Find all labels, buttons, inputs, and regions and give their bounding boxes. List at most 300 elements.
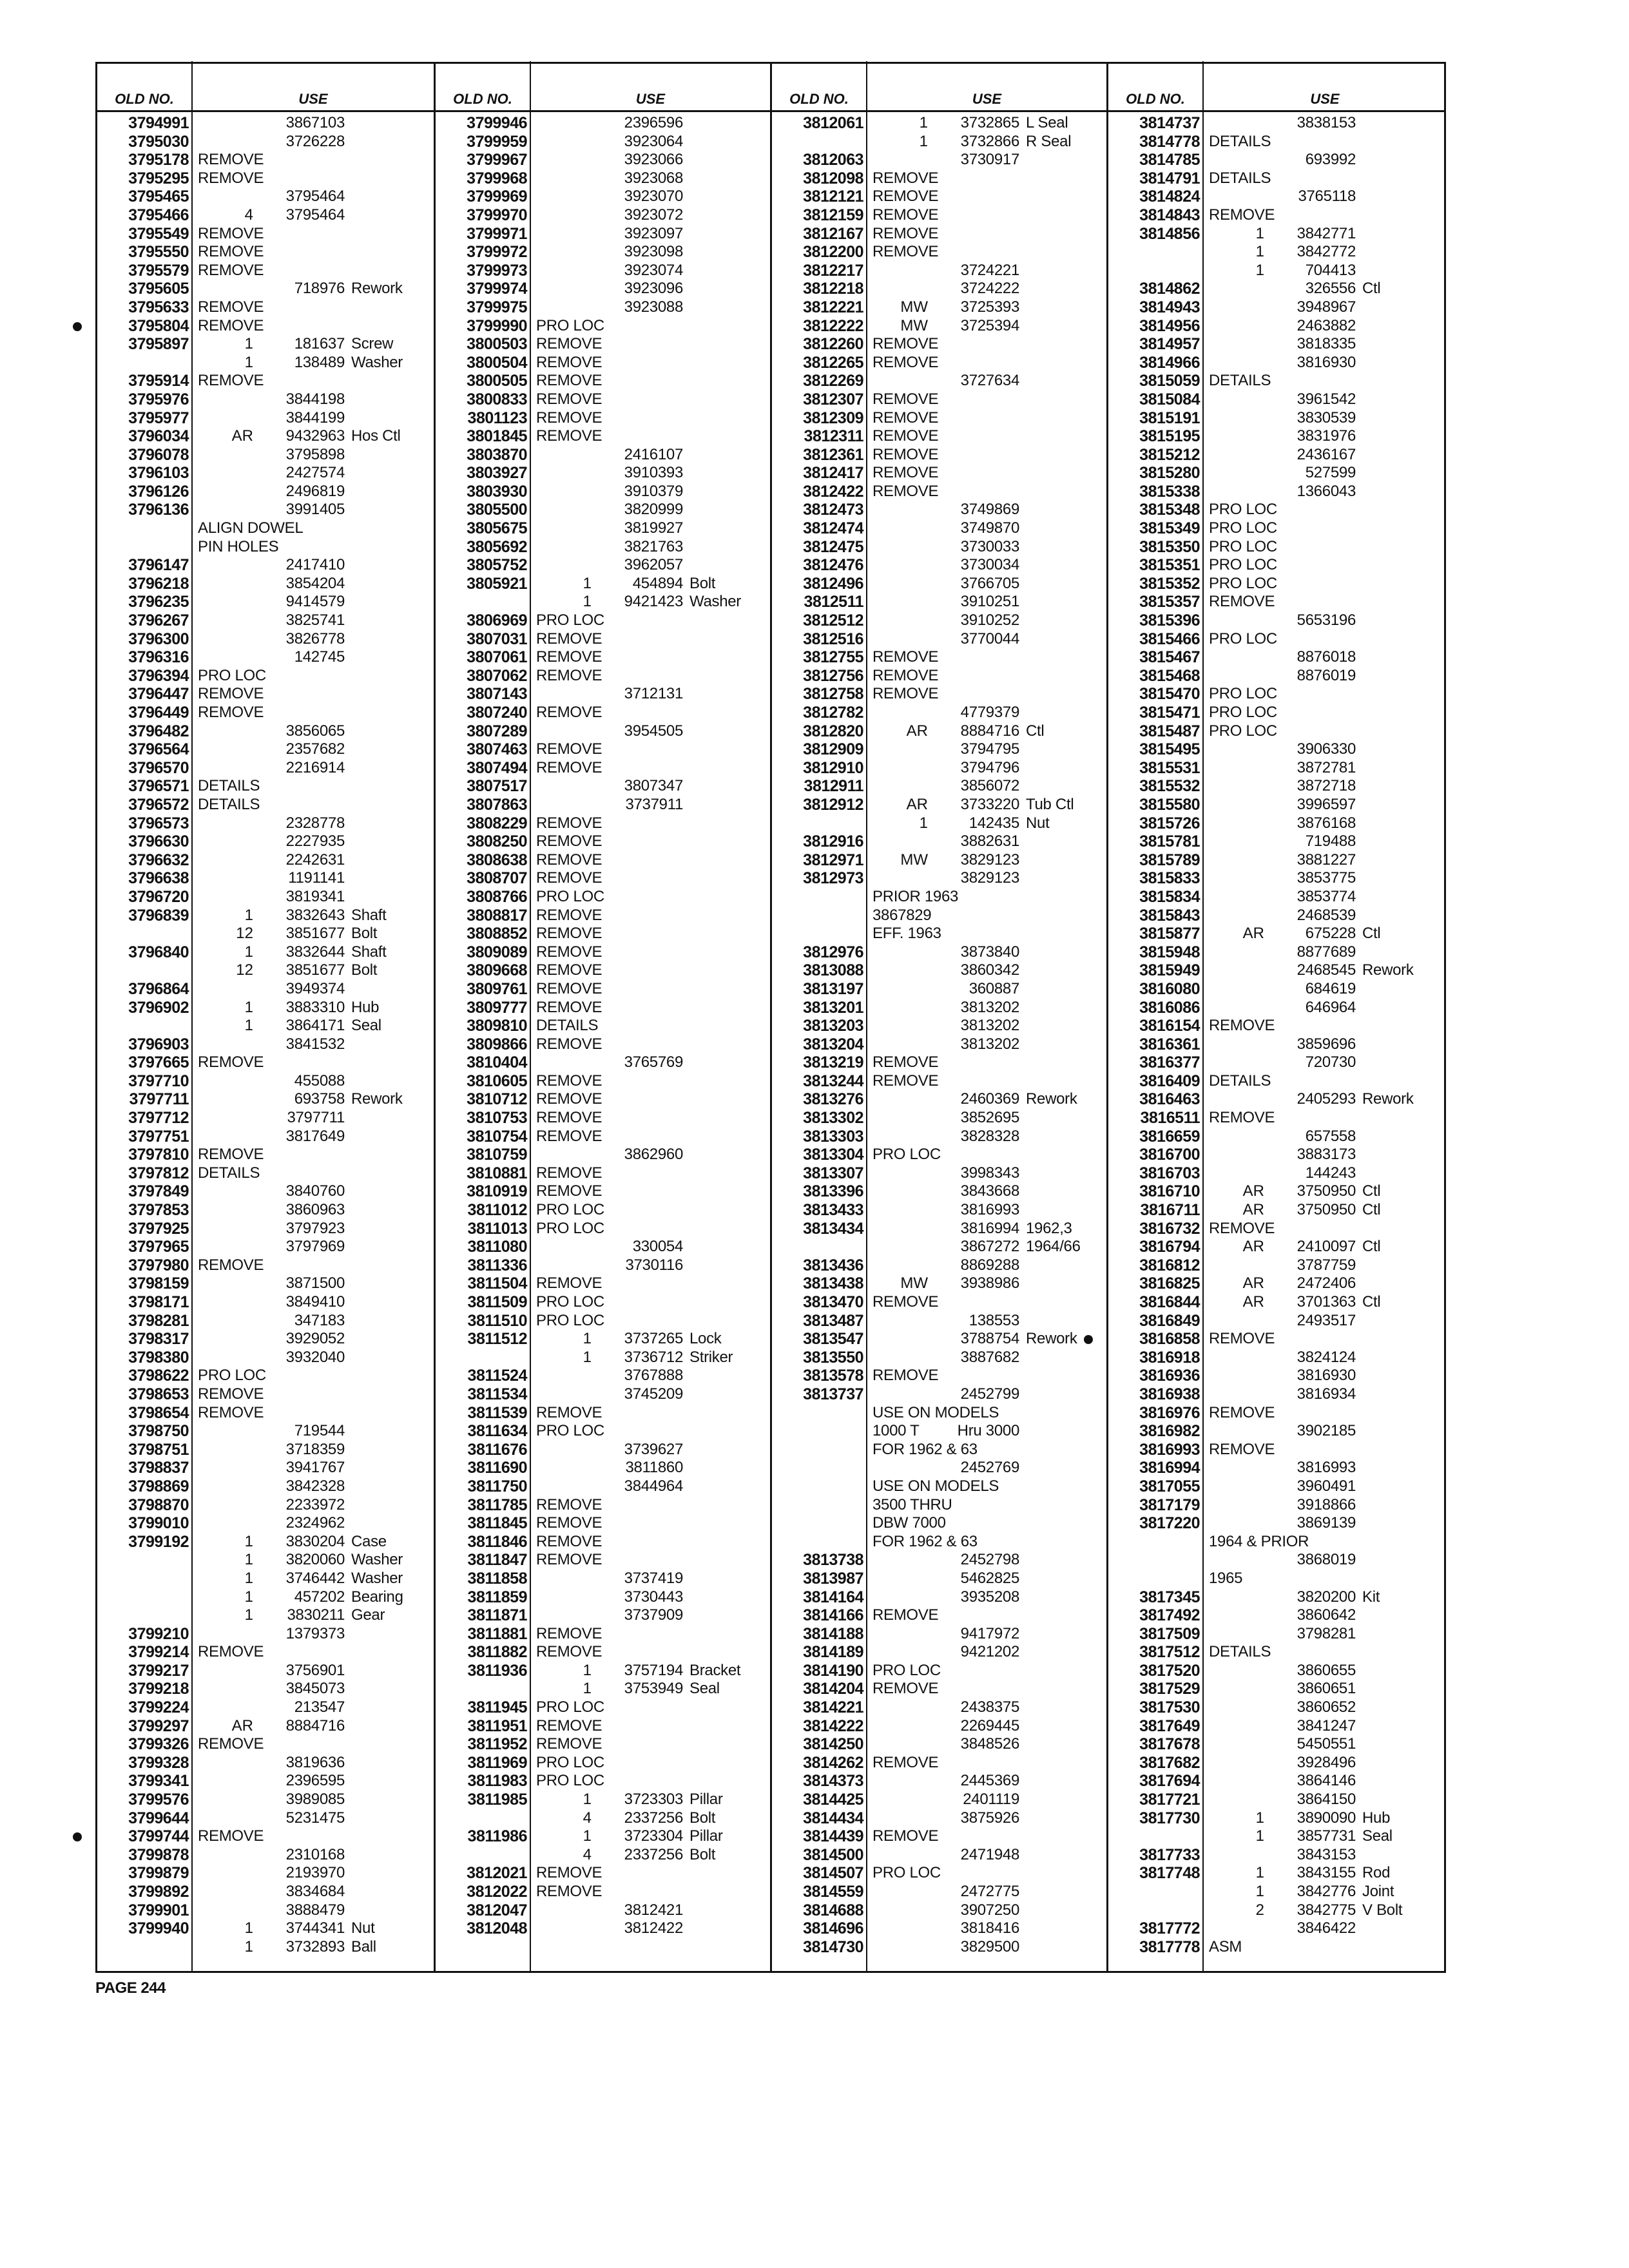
old-number: 3809668 (467, 961, 527, 980)
use-note: PIN HOLES (198, 537, 279, 555)
table-row (436, 1349, 770, 1367)
old-number: 3796638 (128, 869, 189, 888)
table-row (1108, 1551, 1446, 1570)
page-number: PAGE 244 (95, 1979, 166, 1997)
table-row (97, 1919, 434, 1938)
table-row (1108, 483, 1446, 501)
table-row (436, 262, 770, 280)
old-number: 3814956 (1139, 316, 1200, 335)
old-number: 3812159 (803, 206, 863, 224)
new-number: 2452769 (960, 1459, 1019, 1477)
new-number: 3819636 (285, 1753, 345, 1771)
table-row (97, 630, 434, 649)
old-number: 3795550 (128, 243, 189, 262)
table-row (1108, 151, 1446, 169)
table-row (772, 1772, 1106, 1791)
table-row (436, 133, 770, 151)
new-number: 3737909 (624, 1606, 683, 1624)
use-note: PRO LOC (1209, 519, 1277, 537)
table-row (436, 1533, 770, 1552)
new-number: 2436167 (1296, 445, 1356, 463)
table-row (1108, 114, 1446, 133)
new-number: 3746442 (285, 1569, 345, 1587)
table-row (1108, 593, 1446, 611)
new-number: 9417972 (960, 1624, 1019, 1642)
old-number: 3816511 (1140, 1109, 1200, 1128)
table-row (1108, 1735, 1446, 1754)
table-row (436, 225, 770, 244)
use-note: REMOVE (1209, 1330, 1275, 1348)
table-row (97, 999, 434, 1017)
part-description: Screw (351, 335, 394, 353)
old-number: 3816825 (1139, 1274, 1200, 1293)
use-note: REMOVE (536, 335, 602, 353)
old-number: 3816463 (1139, 1090, 1200, 1109)
old-number: 3809810 (467, 1017, 527, 1035)
part-description: Rod (1362, 1864, 1391, 1882)
use-note: REMOVE (536, 1182, 602, 1200)
new-number: 3750950 (1296, 1201, 1356, 1219)
table-row (97, 777, 434, 796)
new-number: 3730116 (625, 1256, 683, 1274)
table-row (97, 1846, 434, 1865)
table-row (772, 1533, 1106, 1552)
table-row (772, 575, 1106, 593)
use-note: REMOVE (536, 1716, 602, 1735)
table-row (1108, 1220, 1446, 1238)
old-number: 3811539 (467, 1403, 527, 1422)
table-row (772, 427, 1106, 446)
table-row (436, 888, 770, 907)
old-number: 3816938 (1139, 1385, 1200, 1403)
table-row (772, 501, 1106, 519)
use-note: REMOVE (536, 832, 602, 850)
new-number: 3798281 (1296, 1624, 1356, 1642)
table-row (1108, 1164, 1446, 1183)
table-row (436, 851, 770, 870)
table-row (1108, 943, 1446, 962)
part-description: Seal (689, 1680, 720, 1698)
table-row (772, 832, 1106, 851)
new-number: 455088 (294, 1072, 345, 1090)
new-number: 2269445 (960, 1716, 1019, 1735)
old-number: 3816080 (1139, 979, 1200, 998)
new-number: 3712131 (624, 685, 683, 703)
table-row (772, 1256, 1106, 1275)
new-number: 3841532 (285, 1035, 345, 1053)
quantity: 1 (244, 1551, 253, 1569)
use-note: REMOVE (536, 666, 602, 684)
table-row (97, 556, 434, 575)
table-row (436, 1901, 770, 1920)
old-number: 3805752 (467, 556, 527, 575)
use-note: DETAILS (198, 1164, 260, 1182)
old-number: 3799959 (467, 132, 527, 151)
new-number: 2438375 (960, 1698, 1019, 1716)
table-row (436, 446, 770, 465)
old-number: 3799210 (128, 1624, 189, 1643)
table-row (97, 1827, 434, 1846)
use-note: REMOVE (536, 1164, 602, 1182)
table-row (97, 1938, 434, 1957)
use-note: PRO LOC (536, 1293, 604, 1311)
table-row (436, 151, 770, 169)
new-number: 3860652 (1296, 1698, 1356, 1716)
new-number: 3807347 (624, 777, 683, 795)
old-number: 3796147 (128, 556, 189, 575)
old-number: 3811847 (467, 1551, 527, 1570)
table-row (436, 759, 770, 778)
table-row (772, 888, 1106, 907)
old-number: 3817055 (1139, 1477, 1200, 1495)
table-row (772, 907, 1106, 925)
old-number: 3796630 (128, 832, 189, 851)
use-note: REMOVE (872, 408, 939, 427)
new-number: 3765118 (1298, 187, 1356, 206)
quantity: 1 (1255, 1827, 1264, 1845)
table-row (772, 685, 1106, 704)
table-row (1108, 1588, 1446, 1607)
use-note: PRO LOC (1209, 556, 1277, 574)
old-number: 3814188 (803, 1624, 863, 1643)
old-number: 3807863 (467, 795, 527, 814)
table-row (772, 814, 1106, 833)
new-number: 3852695 (960, 1109, 1019, 1127)
new-number: 3821763 (624, 537, 683, 555)
part-description: Pillar (689, 1791, 723, 1809)
old-number: 3815357 (1139, 593, 1200, 611)
old-number: 3817730 (1139, 1809, 1200, 1827)
table-row (772, 390, 1106, 409)
table-row (97, 446, 434, 465)
table-row (1108, 1864, 1446, 1883)
part-description: Rework (1362, 961, 1414, 979)
old-number: 3814696 (803, 1919, 863, 1938)
use-note: REMOVE (872, 445, 939, 463)
old-number: 3814166 (803, 1606, 863, 1625)
table-row (97, 1404, 434, 1423)
part-description: Rework (351, 1090, 403, 1108)
old-number: 3811750 (467, 1477, 527, 1495)
old-number: 3799967 (467, 151, 527, 169)
old-number: 3810759 (467, 1146, 527, 1164)
old-number: 3799974 (467, 280, 527, 298)
new-number: 5231475 (285, 1809, 345, 1827)
quantity: 1 (1255, 1864, 1264, 1882)
new-number: 138489 (294, 353, 345, 371)
new-number: 3828328 (960, 1127, 1019, 1145)
old-number: 3813201 (803, 998, 863, 1017)
quantity: 1 (1255, 261, 1264, 279)
use-note: REMOVE (198, 1256, 264, 1274)
old-number: 3796571 (128, 777, 189, 796)
use-note: EFF. 1963 (872, 925, 941, 943)
use-note: REMOVE (536, 740, 602, 758)
old-number: 3803930 (467, 482, 527, 501)
old-number: 3810605 (467, 1072, 527, 1090)
old-number: 3814190 (803, 1661, 863, 1680)
new-number: 3876168 (1296, 814, 1356, 832)
table-row (436, 501, 770, 519)
use-note: PRO LOC (1209, 629, 1277, 648)
use-note: REMOVE (536, 758, 602, 776)
table-row (1108, 796, 1446, 814)
table-row (1108, 685, 1446, 704)
table-row (772, 169, 1106, 188)
quantity: AR (1242, 925, 1264, 943)
new-number: 3910251 (960, 593, 1019, 611)
table-row (436, 630, 770, 649)
new-number: 3819341 (285, 887, 345, 905)
table-row (1108, 1072, 1446, 1091)
old-number: 3806969 (467, 611, 527, 630)
new-number: 3860642 (1296, 1606, 1356, 1624)
use-note: REMOVE (872, 1072, 939, 1090)
new-number: 326556 (1305, 280, 1356, 298)
parts-table (95, 62, 1446, 1973)
table-row (1108, 409, 1446, 428)
old-number: 3816812 (1139, 1256, 1200, 1274)
old-number: 3812511 (804, 593, 863, 611)
old-number: 3805921 (467, 574, 527, 593)
old-number: 3813276 (803, 1090, 863, 1109)
table-row (1108, 1053, 1446, 1072)
old-number: 3812121 (803, 187, 863, 206)
table-row (772, 225, 1106, 244)
table-row (97, 1698, 434, 1717)
use-note: PRO LOC (536, 887, 604, 905)
old-number: 3814943 (1139, 298, 1200, 316)
old-number: 3817509 (1139, 1624, 1200, 1643)
table-row (772, 1459, 1106, 1477)
table-row (97, 1570, 434, 1588)
use-note: PRO LOC (536, 611, 604, 629)
part-description: Bolt (689, 574, 716, 592)
new-number: 2463882 (1296, 316, 1356, 334)
use-note: REMOVE (198, 1403, 264, 1421)
old-number: 3808852 (467, 925, 527, 943)
old-number: 3796573 (128, 814, 189, 832)
table-row (1108, 1459, 1446, 1477)
old-number: 3812309 (803, 408, 863, 427)
old-number: 3816700 (1139, 1146, 1200, 1164)
use-note: REMOVE (536, 1643, 602, 1661)
use-note: PRO LOC (536, 316, 604, 334)
old-number: 3812221 (803, 298, 863, 316)
old-number: 3816844 (1139, 1293, 1200, 1311)
old-number: 3799970 (467, 206, 527, 224)
old-number: 3795465 (128, 187, 189, 206)
part-description: Hos Ctl (351, 427, 401, 445)
quantity: 1 (583, 1680, 592, 1698)
table-row (1108, 169, 1446, 188)
table-row (97, 961, 434, 980)
table-row (97, 796, 434, 814)
old-number: 3817682 (1139, 1753, 1200, 1772)
table-row (97, 814, 434, 833)
new-number: 3856065 (285, 722, 345, 740)
bullet-icon (73, 1832, 82, 1841)
table-row (436, 519, 770, 538)
new-number: 8884716 (285, 1716, 345, 1735)
table-row (772, 1883, 1106, 1901)
old-number: 3815726 (1139, 814, 1200, 832)
column-header (1108, 64, 1446, 112)
new-number: 3795464 (285, 206, 345, 224)
old-number: 3817721 (1139, 1791, 1200, 1809)
old-number: 3812516 (803, 629, 863, 648)
table-row (772, 704, 1106, 722)
old-number: 3815338 (1139, 482, 1200, 501)
table-row (436, 1477, 770, 1496)
old-number: 3814250 (803, 1735, 863, 1754)
old-number: 3799744 (128, 1827, 189, 1846)
table-row (772, 1662, 1106, 1680)
old-number: 3814434 (803, 1809, 863, 1827)
part-description: Hub (351, 998, 380, 1016)
old-number: 3798750 (128, 1422, 189, 1441)
table-row (772, 335, 1106, 354)
table-row (772, 446, 1106, 465)
table-row (436, 1717, 770, 1736)
old-number: 3812782 (803, 704, 863, 722)
old-number: 3812218 (803, 280, 863, 298)
new-number: 144243 (1305, 1164, 1356, 1182)
old-number: 3799972 (467, 243, 527, 262)
old-number: 3814824 (1139, 187, 1200, 206)
new-number: 142745 (294, 648, 345, 666)
old-number: 3799946 (467, 114, 527, 132)
old-number: 3817220 (1139, 1514, 1200, 1533)
new-number: 3890090 (1296, 1809, 1356, 1827)
use-note: REMOVE (536, 704, 602, 721)
table-row (1108, 1514, 1446, 1533)
table-row (772, 1754, 1106, 1773)
old-number: 3796267 (128, 611, 189, 630)
new-number: 3750950 (1296, 1182, 1356, 1200)
table-row (97, 262, 434, 280)
old-number: 3805500 (467, 501, 527, 519)
table-row (1108, 133, 1446, 151)
new-number: 3797923 (285, 1219, 345, 1237)
old-number: 3812417 (803, 464, 863, 483)
column-header (97, 64, 434, 112)
old-number: 3797849 (128, 1182, 189, 1201)
table-row (772, 851, 1106, 870)
part-description: Bolt (689, 1845, 716, 1863)
table-row (1108, 1422, 1446, 1441)
table-row (772, 1606, 1106, 1625)
new-number: 3923088 (624, 298, 683, 316)
use-note: REMOVE (536, 1090, 602, 1108)
old-number: 3808817 (467, 906, 527, 925)
new-number: 3923064 (624, 132, 683, 150)
table-row (436, 593, 770, 611)
quantity: 4 (244, 206, 253, 224)
old-number: 3812473 (803, 501, 863, 519)
use-note: DETAILS (1209, 132, 1271, 150)
table-row (1108, 262, 1446, 280)
table-row (436, 372, 770, 390)
old-number: 3816794 (1139, 1238, 1200, 1256)
old-number: 3812167 (803, 224, 863, 243)
old-number: 3812422 (803, 482, 863, 501)
table-row (772, 999, 1106, 1017)
table-row (97, 759, 434, 778)
new-number: 3842328 (285, 1477, 345, 1495)
use-note: REMOVE (1209, 1017, 1275, 1035)
old-number: 3817678 (1139, 1735, 1200, 1754)
old-number: 3795466 (128, 206, 189, 224)
table-row (772, 1514, 1106, 1533)
table-row (1108, 1385, 1446, 1404)
use-note: PRO LOC (1209, 537, 1277, 555)
use-note: REMOVE (536, 1109, 602, 1127)
old-number: 3817345 (1139, 1588, 1200, 1606)
new-number: 3730034 (960, 556, 1019, 574)
table-row (97, 1441, 434, 1459)
new-number: 3844198 (285, 390, 345, 408)
old-number: 3799973 (467, 261, 527, 280)
table-row (772, 1128, 1106, 1146)
table-row (97, 187, 434, 206)
table-row (772, 1827, 1106, 1846)
old-number: 3810753 (467, 1109, 527, 1128)
new-number: 3723304 (624, 1827, 683, 1845)
old-number: 3812260 (803, 335, 863, 354)
table-row (436, 1220, 770, 1238)
old-number: 3815531 (1139, 758, 1200, 777)
old-number: 3812063 (803, 151, 863, 169)
table-row (1108, 1146, 1446, 1164)
new-number: 657558 (1305, 1127, 1356, 1145)
old-number: 3812022 (467, 1883, 527, 1901)
part-description: Shaft (351, 943, 387, 961)
old-number: 3809089 (467, 943, 527, 961)
table-row (1108, 206, 1446, 225)
old-number: 3799644 (128, 1809, 189, 1827)
new-number: 3795898 (285, 445, 345, 463)
quantity: 4 (583, 1809, 592, 1827)
new-number: 3749869 (960, 501, 1019, 519)
new-number: 2396596 (624, 114, 683, 131)
old-number: 3816849 (1139, 1311, 1200, 1330)
new-number: 3881227 (1296, 850, 1356, 869)
table-row (436, 390, 770, 409)
use-note: REMOVE (198, 1053, 264, 1072)
old-number: 3795804 (128, 316, 189, 335)
table-row (772, 1570, 1106, 1588)
table-row (436, 1772, 770, 1791)
table-row (772, 1312, 1106, 1331)
new-number: 3923096 (624, 280, 683, 298)
new-number: 3864150 (1296, 1791, 1356, 1809)
old-number: 3812222 (803, 316, 863, 335)
old-number: 3817512 (1139, 1643, 1200, 1662)
new-number: 3872781 (1296, 758, 1356, 776)
quantity: 1 (244, 1588, 253, 1606)
old-number: 3813302 (803, 1109, 863, 1128)
quantity: AR (1242, 1238, 1264, 1256)
table-row (1108, 980, 1446, 999)
table-row (772, 1735, 1106, 1754)
quantity: AR (906, 722, 928, 740)
new-number: 3767888 (624, 1367, 683, 1385)
quantity: AR (231, 1716, 253, 1735)
use-note: REMOVE (872, 1293, 939, 1311)
use-note: PRO LOC (536, 1311, 604, 1329)
old-number: 3795977 (128, 408, 189, 427)
